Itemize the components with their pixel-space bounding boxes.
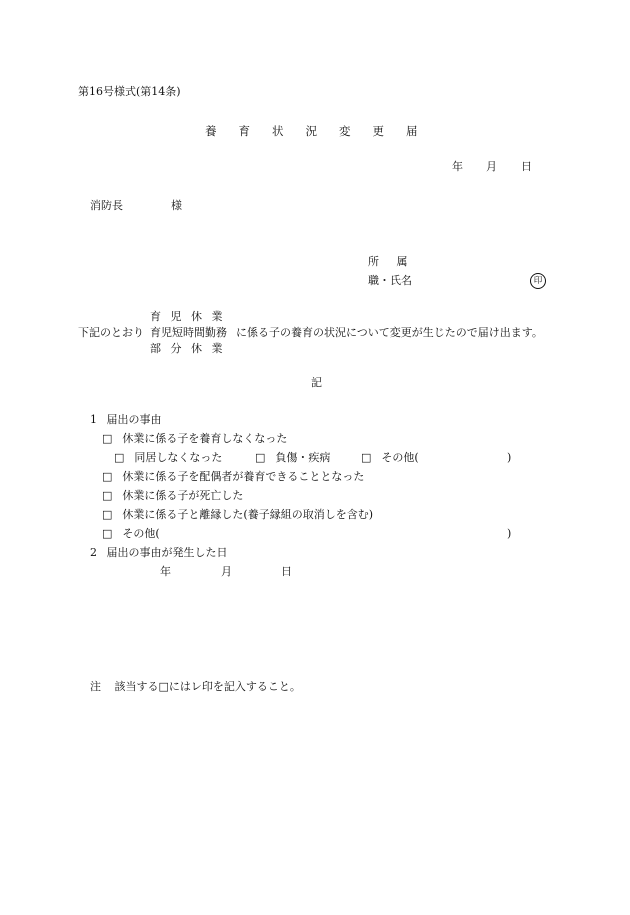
checkbox[interactable]: □ [361,451,372,464]
seal-mark: 印 [530,273,546,289]
leave-type-partial: 部 分 休 業 [150,342,223,355]
reason-text: 休業に係る子を養育しなくなった [122,432,288,445]
addressee-name: 消防長 [90,199,123,212]
close-paren: ) [507,451,512,464]
date-day-label: 日 [521,160,532,173]
checkbox[interactable]: □ [102,489,113,502]
section1-heading: 1 届出の事由 [90,413,162,426]
occurrence-year-label: 年 [160,565,171,578]
form-title: 養育状況変更届 [205,124,440,138]
checkbox[interactable]: □ [102,432,113,445]
reason-item-5 [102,527,160,541]
reason-item-3 [102,489,243,503]
intro-prefix: 下記のとおり [78,326,144,339]
addressee-honorific: 様 [171,199,182,212]
sub-reason-row [255,451,330,465]
sub-reason-text: 同居しなくなった [134,451,223,464]
reason-text: その他( [122,527,160,540]
date-month-label: 月 [486,160,497,173]
checkbox[interactable]: □ [102,527,113,540]
close-paren: ) [507,527,512,540]
leave-type-childcare: 育 児 休 業 [150,310,223,323]
reason-text: 休業に係る子が死亡した [122,489,244,502]
sub-reason-text: その他( [381,451,419,464]
record-heading: 記 [311,376,322,389]
reason-item-4 [102,508,373,522]
intro-suffix: に係る子の養育の状況について変更が生じたので届け出ます。 [236,326,543,339]
sub-reason-text: 負傷・疾病 [275,451,331,464]
sub-reason-row [361,451,419,465]
reason-text: 休業に係る子を配偶者が養育できることとなった [122,470,365,483]
checkbox[interactable]: □ [102,508,113,521]
reason-text: 休業に係る子と離縁した(養子縁組の取消しを含む) [122,508,373,521]
leave-type-short-hours: 育児短時間勤務 [150,326,227,339]
occurrence-month-label: 月 [221,565,232,578]
checkbox[interactable]: □ [255,451,266,464]
position-name-label: 職・氏名 [368,274,412,287]
form-number: 第16号様式(第14条) [78,85,181,98]
footnote: 注 該当する□にはレ印を記入すること。 [90,680,301,693]
affiliation-label: 所 属 [368,255,408,268]
reason-item-2 [102,470,364,484]
checkbox[interactable]: □ [114,451,125,464]
reason-item-1 [102,432,287,446]
date-year-label: 年 [452,160,463,173]
occurrence-day-label: 日 [281,565,292,578]
sub-reason-row [114,451,222,465]
section2-heading: 2 届出の事由が発生した日 [90,546,228,559]
checkbox[interactable]: □ [102,470,113,483]
